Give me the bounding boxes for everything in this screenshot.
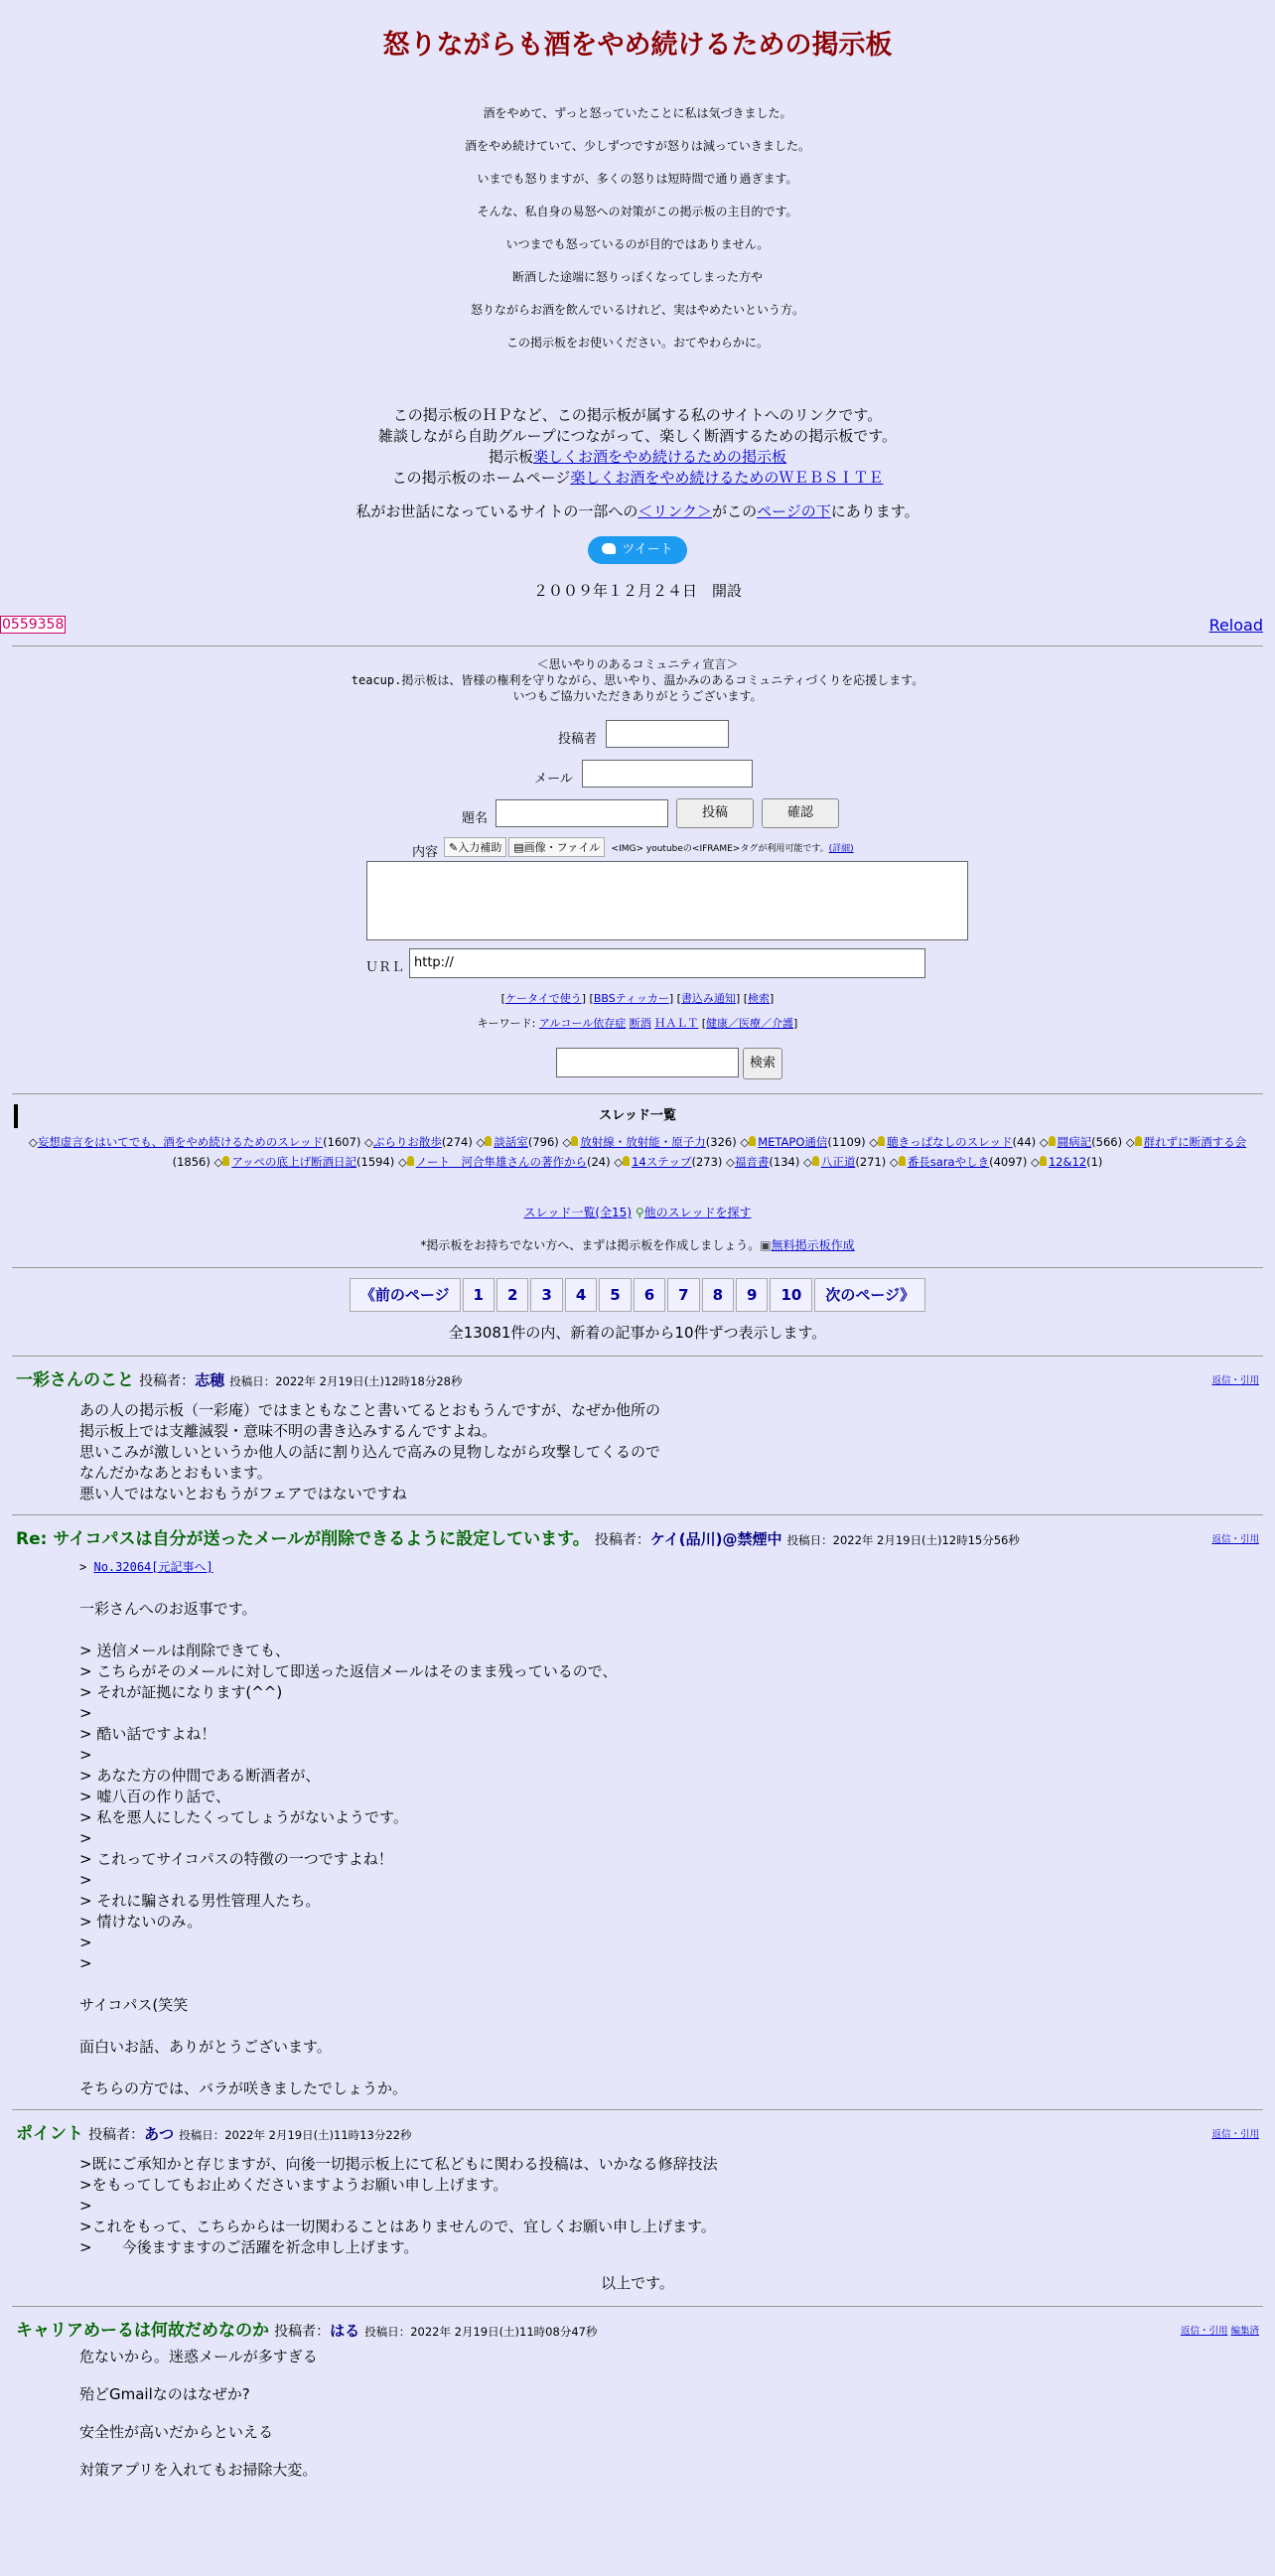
keyword-label: キーワード: [477,1017,536,1030]
post-line: > これってサイコパスの特徴の一つですよね！ [79,1850,393,1868]
post-body [79,2347,1275,2479]
post-line [79,1974,1275,1995]
intro-line: 怒りながらお酒を飲んでいるけれど、実はやめたいという方。 [470,303,804,317]
post-line: > それが証拠になります(^^) [79,1683,283,1701]
search-input[interactable] [556,1048,739,1077]
keywords: キーワード: アルコール依存症 断酒 ＨＡＬＴ [健康／医療／介護] [477,1017,798,1030]
thread-count: (24) [586,1155,611,1169]
board-link[interactable]: 楽しくお酒をやめ続けるための掲示板 [533,448,787,466]
intro-line: 断酒した途端に怒りっぽくなってしまった方や [511,270,763,284]
post-line: 思いこみが激しいというか他人の話に割り込んで高みの見物しながら攻撃してくるので [79,1443,661,1461]
links-line: 雑談しながら自助グループにつながって、楽しく断酒するための掲示板です。 [377,427,897,445]
links-line [0,468,1275,489]
post-body [79,1400,1275,1504]
friends-link[interactable]: ＜リンク＞ [638,502,713,520]
thread-count: (271) [855,1155,887,1169]
post-actions [1181,2323,1259,2337]
divider [12,645,1263,646]
post-line: > 送信メールは削除できても、 [79,1642,291,1659]
image-label: 画像・ファイル [523,841,601,854]
post-line: 危ないから。迷惑メールが多すぎる [79,2348,318,2365]
keyword-link[interactable]: 断酒 [629,1017,651,1030]
links-prefix: この掲示板のホームページ [391,469,571,487]
post-reference [79,1557,1275,1578]
thread-link[interactable]: METAPO通信 [758,1135,828,1149]
thread-count: (566) [1091,1135,1123,1149]
post-body [79,2154,1275,2258]
post-line: > 私を悪人にしたくってしょうがないようです。 [79,1808,408,1826]
post-line: 殆どGmailなのはなぜか? [79,2385,250,2403]
post-body [79,1557,1275,2099]
post-date: 投稿日：2022年 2月19日(土)11時08分47秒 [364,2325,598,2339]
post-date: 投稿日：2022年 2月19日(土)11時13分22秒 [179,2128,412,2142]
post-line: 悪い人ではないとおもうがフェアではないですね [79,1485,407,1503]
page-button[interactable]: 9 [736,1278,768,1312]
reply-link[interactable]: 返信・引用 [1211,1534,1259,1545]
pin-icon [222,1156,229,1166]
post-by-label: 投稿者： [139,1373,196,1389]
intro-line: いつまでも怒っているのが目的ではありません。 [505,237,770,251]
ref-prefix: > [79,1560,87,1574]
links-prefix: 掲示板 [488,448,533,466]
post-line: > [79,1954,92,1972]
other-threads-link[interactable]: 他のスレッドを探す [643,1206,752,1219]
subject-input[interactable] [496,799,668,827]
pin-icon [623,1156,630,1166]
tool-links: [ケータイで使う] [BBSティッカー] [書込み通知] [検索] [500,992,775,1005]
post-by-label: 投稿者： [88,2127,145,2143]
intro-line: 酒をやめて、ずっと怒っていたことに私は気づきました。 [483,106,792,120]
post-line: 対策アプリを入れてもお掃除大変。 [79,2461,318,2479]
divider [12,1093,1263,1094]
divider [12,2306,1263,2307]
post-line: あの人の掲示板（一彩庵）ではまともなこと書いてるとおもうんですが、なぜか他所の [79,1401,661,1419]
post-line [79,1578,1275,1599]
thread-link[interactable]: 八正道 [820,1155,856,1169]
thread-list-header [0,1104,1275,1128]
thread-count: (273) [691,1155,723,1169]
thread-count: (1594) [356,1155,395,1169]
divider [12,1356,1263,1357]
board-icon: ▣ [760,1238,772,1252]
edit-link[interactable]: 編集済 [1230,2326,1259,2337]
assist-label: 入力補助 [458,841,502,854]
divider [12,1267,1263,1268]
intro-text [0,103,1275,365]
post-closing: 以上です。 [601,2274,674,2292]
page-button[interactable]: 1 [463,1278,495,1312]
create-note-text: *掲示板をお持ちでない方へ、まずは掲示板を作成しましょう。 [420,1238,761,1252]
post-author: あつ [144,2125,175,2143]
page-button[interactable]: 7 [667,1278,699,1312]
page-button[interactable]: 3 [530,1278,562,1312]
thread-link[interactable]: 聴きっぱなしのスレッド [887,1135,1013,1149]
post-line: 一彩さんへのお返事です。 [79,1600,257,1618]
post-by-label: 投稿者： [274,2324,331,2340]
post-line: > [79,1933,92,1951]
thread-count: (326) [705,1135,737,1149]
create-board-note [0,1233,1275,1257]
search-link[interactable]: 検索 [748,992,771,1005]
post-line [79,1620,1275,1641]
page-bottom-link[interactable]: ページの下 [757,502,831,520]
post-line: > あなた方の仲間である断酒者が、 [79,1767,321,1785]
thread-link[interactable]: ノート 河合隼雄さんの著作から [415,1155,587,1169]
thread-link[interactable]: 妄想虚言をはいてでも、酒をやめ続けるためのスレッド [37,1135,324,1149]
post-header [0,2120,1275,2148]
community-declaration [0,656,1275,704]
thread-count: (4097) [989,1155,1028,1169]
divider [12,2109,1263,2110]
pin-icon [407,1156,414,1166]
pin-icon [1049,1136,1056,1146]
twitter-bird-icon [602,543,616,554]
next-page-button[interactable]: 次のページ》 [814,1278,925,1312]
friends-suffix: にあります。 [830,502,920,520]
post-line: >をもってしてもお止めくださいますようお願い申し上げます。 [79,2176,508,2194]
intro-line: 酒をやめ続けていて、少しずつですが怒りは減っていきました。 [465,139,810,153]
image-file-button[interactable] [508,837,605,857]
keyword-link[interactable]: ＨＡＬＴ [654,1017,699,1030]
pencil-icon: ✎ [449,841,459,854]
prev-page-button[interactable]: 《前のページ [350,1278,461,1312]
url-label: ＵＲＬ [365,960,405,975]
post-line: > [79,1829,92,1847]
intro-line: この掲示板をお使いください。おてやわらかに。 [506,336,769,350]
content-textarea[interactable] [366,861,968,940]
reply-link[interactable]: 返信・引用 [1211,2129,1259,2140]
keyword-link[interactable]: 健康／医療／介護 [706,1017,794,1030]
post-title: ポイント [16,2124,83,2144]
links-line: この掲示板のＨＰなど、この掲示板が属する私のサイトへのリンクです。 [392,406,883,424]
post-count-summary: 全13081件の内、新着の記事から10件ずつ表示します。 [448,1324,827,1342]
post-line [79,2365,1275,2384]
post-line: 面白いお話、ありがとうございます。 [79,2038,332,2056]
mobile-link[interactable]: ケータイで使う [504,992,582,1005]
thread-count: (274) [441,1135,473,1149]
thread-link[interactable]: 12&12 [1048,1155,1087,1169]
thread-list: ◇妄想虚言をはいてでも、酒をやめ続けるためのスレッド(1607) ◇ぶらりお散歩(274) ◇ 談話室(796) ◇ 放射線・放射能・原子力(326) ◇ METAPO通信(1109) ◇ 聴きっぱなしのスレッド(44) ◇ 闘病記(566) ◇ 群れずに断酒する会(1856) ◇ アッペの底上げ断酒日記(1594) ◇ ノート 河合隼雄さんの著作から(24) ◇ 14ステップ(273) ◇福音書(134) ◇ 八正道(271) ◇ 番長saraやしき(4097) ◇ 12&12(1) [28,1135,1247,1169]
post-line: > [79,1871,92,1889]
post-header [0,1525,1275,1553]
thread-link[interactable]: 談話室 [494,1135,528,1149]
post-author: はる [330,2322,360,2340]
post-header [0,2317,1275,2345]
page-button[interactable]: 8 [702,1278,734,1312]
page-button[interactable]: 5 [599,1278,631,1312]
friends-prefix: 私がお世話になっているサイトの一部への [355,502,638,520]
pin-icon [812,1156,819,1166]
site-links [0,405,1275,489]
page-button[interactable]: 6 [634,1278,665,1312]
post-header [0,1366,1275,1394]
pin-icon [878,1136,885,1146]
post-line: なんだかなあとおもいます。 [79,1464,272,1482]
post-line: > 情けないのみ。 [79,1913,203,1931]
declaration-line: いつもご協力いただきありがとうございます。 [512,689,763,703]
post-button[interactable]: 投稿 [676,798,754,828]
pin-icon [749,1136,756,1146]
post-author: 志穂 [195,1371,225,1389]
pagination [0,1278,1275,1312]
tag-details-link[interactable]: (詳細) [828,844,854,854]
subject-label: 題名 [462,811,489,826]
intro-line: いまでも怒りますが、多くの怒りは短時間で通り過ぎます。 [477,172,798,186]
friend-sites-note [0,501,1275,522]
pin-icon [1040,1156,1047,1166]
post-line: >これをもって、こちらからは一切関わることはありませんので、宜しくお願い申し上げます。 [79,2218,716,2235]
mail-input[interactable] [582,760,753,787]
website-link[interactable]: 楽しくお酒をやめ続けるためのＷＥＢＳＩＴＥ [570,469,884,487]
magnifier-icon: ⚲ [635,1206,644,1219]
thread-count: (1109) [827,1135,866,1149]
pin-icon [571,1136,578,1146]
post [0,1366,1275,1504]
post-line: > [79,1746,92,1764]
thread-link[interactable]: 14ステップ [632,1155,692,1169]
tweet-button[interactable] [588,536,686,564]
reply-link[interactable]: 返信・引用 [1211,1375,1259,1386]
folder-icon: ▤ [513,841,524,854]
thread-link[interactable]: 福音書 [734,1155,770,1169]
thread-list-title: スレッド一覧 [599,1108,676,1123]
reload-link[interactable]: Reload [1208,616,1263,635]
post-line: > [79,1704,92,1722]
thread-link[interactable]: 番長saraやしき [907,1155,990,1169]
post-title: Re: サイコパスは自分が送ったメールが削除できるように設定しています。 [16,1529,590,1549]
post-date: 投稿日：2022年 2月19日(土)12時18分28秒 [229,1374,463,1388]
thread-count: (1) [1086,1155,1103,1169]
original-post-link[interactable]: No.32064[元記事へ] [93,1560,213,1574]
create-board-link[interactable]: 無料掲示板作成 [771,1238,855,1252]
post-line: > 酷い話ですよね！ [79,1725,216,1743]
thread-count: (796) [527,1135,559,1149]
thread-count: (134) [769,1155,800,1169]
declaration-title: ＜思いやりのあるコミュニティ宣言＞ [536,657,739,671]
page-button[interactable]: 4 [565,1278,597,1312]
pin-icon [1135,1136,1142,1146]
friends-middle: がこの [712,502,758,520]
thread-link[interactable]: 群れずに断酒する会 [1143,1135,1247,1149]
post-by-label: 投稿者： [594,1532,650,1548]
post-line [79,2441,1275,2460]
post [0,1525,1275,2099]
thread-count: (1607) [323,1135,361,1149]
page-button[interactable]: 10 [770,1278,812,1312]
post-line: > こちらがそのメールに対して即送った返信メールはそのまま残っているので、 [79,1662,618,1680]
declaration-text: 掲示板は、皆様の権利を守りながら、思いやり、温かみのあるコミュニティづくりを応援します。 [401,673,924,687]
content-label: 内容 [412,845,439,860]
thread-link[interactable]: 闘病記 [1057,1135,1092,1149]
opened-date: ２００９年１２月２４日 開設 [532,582,742,600]
thread-link[interactable]: 放射線・放射能・原子力 [580,1135,706,1149]
post [0,2120,1275,2296]
divider [12,1514,1263,1515]
declaration-line [0,672,1275,688]
post-line [79,2403,1275,2422]
thread-count: (1856) [172,1155,211,1169]
name-label: 投稿者 [558,732,598,747]
confirm-button[interactable]: 確認 [762,798,839,828]
url-input[interactable]: http:// [409,948,925,978]
intro-line: そんな、私自身の易怒への対策がこの掲示板の主目的です。 [477,205,798,218]
post-line: > [79,2197,92,2215]
pin-icon [485,1136,492,1146]
pin-icon [899,1156,906,1166]
post-line: > 今後ますますのご活躍を祈念申し上げます。 [79,2238,419,2256]
ticker-link[interactable]: BBSティッカー [593,992,669,1005]
post-line [79,2016,1275,2037]
post-line: > 嘘八百の作り話で、 [79,1788,231,1805]
tweet-label: ツイート [622,542,673,557]
post-date: 投稿日：2022年 2月19日(土)12時15分56秒 [786,1533,1020,1547]
post [0,2317,1275,2479]
all-threads-link[interactable]: スレッド一覧(全15) [523,1206,632,1219]
post-line: そちらの方では、バラが咲きましたでしょうか。 [79,2079,408,2097]
post-line: サイコパス(笑笑 [79,1996,189,2014]
tag-note: <IMG> youtubeの<IFRAME>タグが利用可能です。 [611,844,829,854]
post-line: >既にご承知かと存じますが、向後一切掲示板上にて私どもに関わる投稿は、いかなる修辞技法 [79,2155,718,2173]
thread-link[interactable]: アッペの底上げ断酒日記 [231,1155,357,1169]
thread-nav [0,1200,1275,1225]
post-line: 安全性が高いだからといえる [79,2423,274,2441]
thread-count: (44) [1012,1135,1037,1149]
input-assist-button[interactable] [444,837,506,857]
post-line [79,2058,1275,2078]
page-button[interactable]: 2 [496,1278,528,1312]
notify-link[interactable]: 書込み通知 [680,992,736,1005]
search-button[interactable]: 検索 [743,1048,782,1079]
content-tools [444,837,854,857]
board-title: 怒りながらも酒をやめ続けるための掲示板 [382,30,893,61]
access-counter: 0559358 [2,617,65,633]
heading-bar [14,1104,18,1128]
post-author: ケイ(品川)@禁煙中 [649,1530,782,1548]
post-form [0,718,1275,1085]
thread-link[interactable]: ぶらりお散歩 [372,1135,442,1149]
keyword-link[interactable]: アルコール依存症 [538,1017,627,1030]
reply-link[interactable]: 返信・引用 [1180,2326,1228,2337]
links-line [0,447,1275,468]
post-line: 掲示板上では支離滅裂・意味不明の書き込みするんですよね。 [79,1422,497,1440]
post-title: キャリアめーるは何故だめなのか [16,2321,269,2341]
declaration-brand: teacup. [351,673,402,687]
name-input[interactable] [606,720,729,748]
post-title: 一彩さんのこと [16,1370,134,1390]
post-line: > それに騙される男性管理人たち。 [79,1892,321,1910]
mail-label: メール [534,772,573,787]
